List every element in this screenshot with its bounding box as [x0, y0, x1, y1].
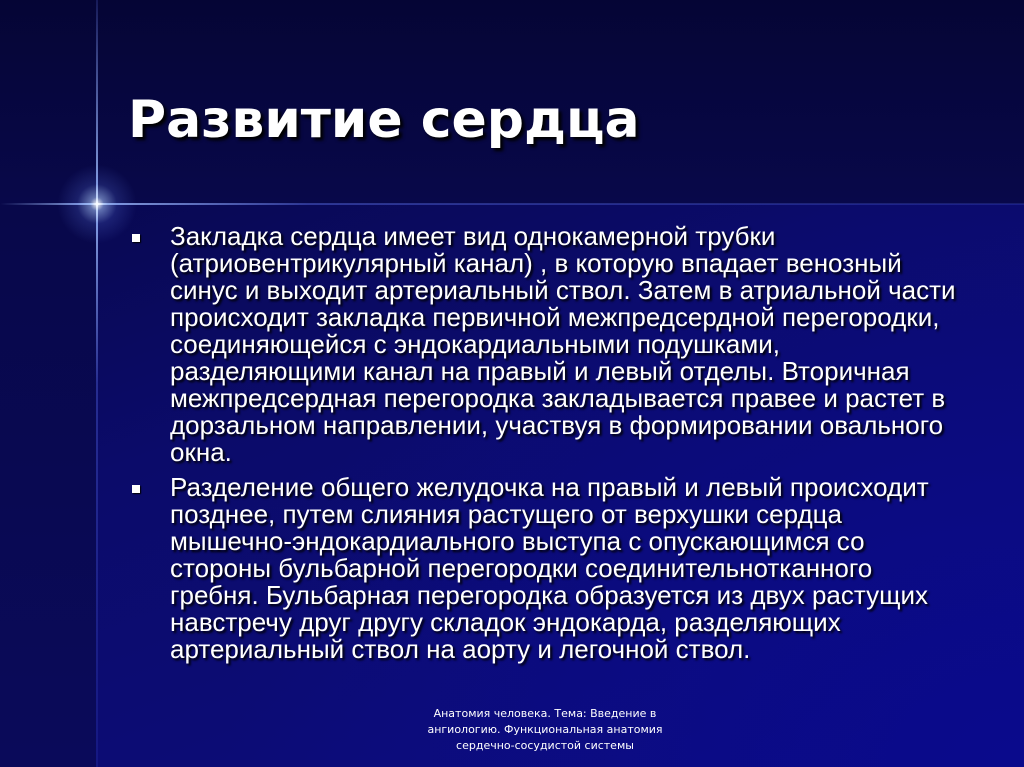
square-bullet-icon — [132, 485, 140, 493]
side-band — [0, 204, 96, 767]
bullet-text: Разделение общего желудочка на правый и левый происходит позднее, путем слияния растущего от верхушки сердца мышечно-эндокардиального выступа с опускающимся со стороны бульбарной перегородки соединительнотканного гребня. Бульбарная перегородка образуется из двух растущих навстречу друг другу складок эндокарда, разделяющих артериальный ствол на аорту и легочной ствол. — [170, 472, 929, 664]
bullet-item — [128, 474, 968, 663]
bullet-text: Закладка сердца имеет вид однокамерной трубки (атриовентрикулярный канал) , в которую впадает венозный синус и выходит артериальный ствол. Затем в атриальной части происходит закладка первичной межпредсердной перегородки, соединяющейся с эндокардиальными подушками, разделяющими канал на правый и левый отделы. Вторичная межпредсердная перегородка закладывается правее и растет в дорзальном направлении, участвуя в формировании овального окна. — [170, 221, 956, 467]
slide-title: Развитие сердца — [128, 90, 640, 150]
vertical-light-line — [96, 0, 98, 767]
slide-footer: Анатомия человека. Тема: Введение в ангиологию. Функциональная анатомия сердечно-сосудистой системы — [427, 707, 663, 752]
square-bullet-icon — [132, 234, 140, 242]
bullet-item — [128, 223, 968, 466]
horizontal-light-line — [0, 203, 1024, 205]
star-flare-icon — [57, 164, 137, 244]
bullet-list — [128, 223, 968, 671]
